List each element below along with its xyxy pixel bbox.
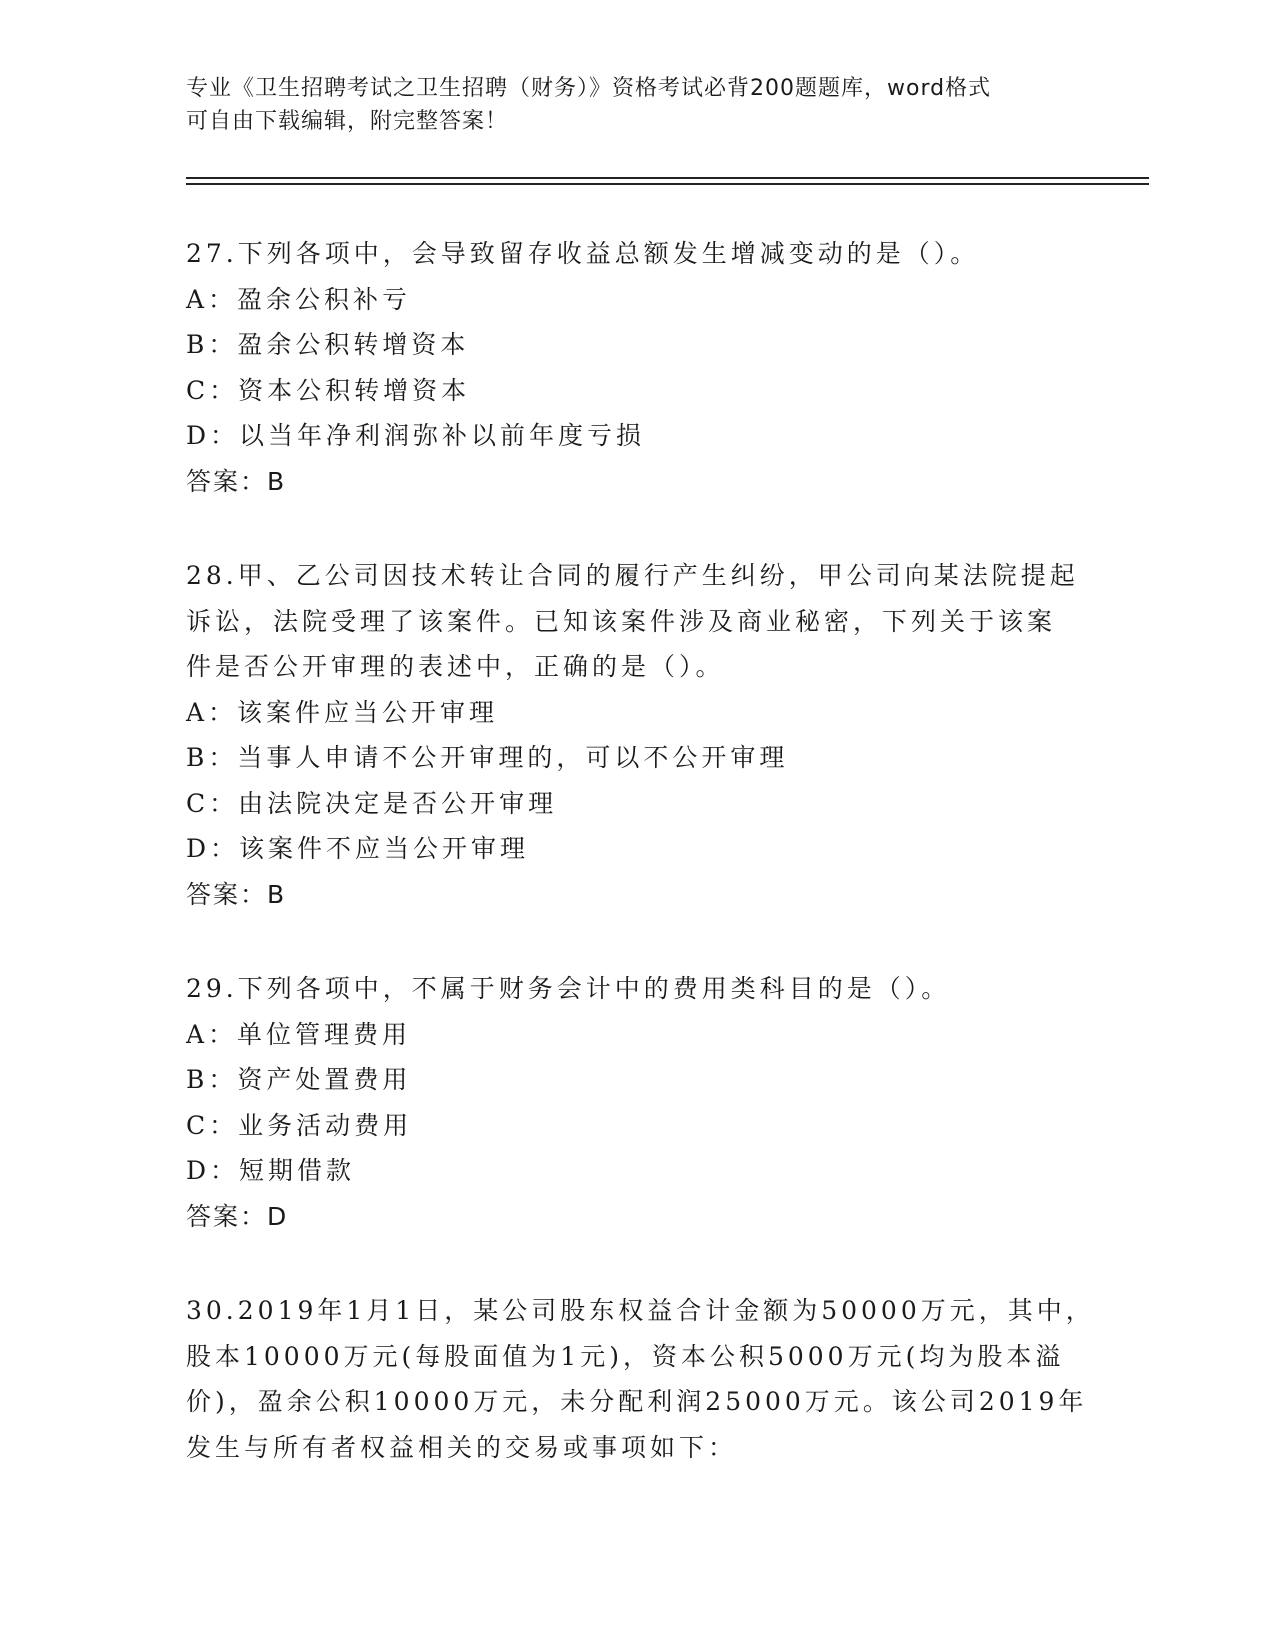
option-a: A：盈余公积补亏 — [186, 284, 412, 314]
header-line-1: 专业《卫生招聘考试之卫生招聘（财务）》资格考试必背200题题库，word格式 — [186, 76, 992, 101]
question-list — [186, 231, 1095, 1519]
option-d: D：短期借款 — [186, 1156, 356, 1185]
question-30 — [186, 1288, 1095, 1470]
option-c: C：由法院决定是否公开审理 — [186, 788, 558, 818]
header-divider-top — [186, 177, 1149, 179]
option-d: D：该案件不应当公开审理 — [186, 834, 530, 863]
header-divider-bottom — [186, 183, 1149, 185]
question-stem: 价)，盈余公积10000万元，未分配利润25000万元。该公司2019年 — [186, 1387, 1088, 1416]
question-stem: 件是否公开审理的表述中，正确的是（）。 — [186, 652, 725, 681]
answer-line: 答案：B — [186, 466, 287, 496]
option-b: B：资产处置费用 — [186, 1065, 412, 1094]
option-d: D：以当年净利润弥补以前年度亏损 — [186, 421, 646, 450]
question-stem: 28.甲、乙公司因技术转让合同的履行产生纠纷，甲公司向某法院提起 — [186, 561, 1079, 590]
document-header — [186, 72, 1086, 138]
question-stem: 29.下列各项中，不属于财务会计中的费用类科目的是（）。 — [186, 974, 951, 1003]
option-b: B：当事人申请不公开审理的，可以不公开审理 — [186, 743, 789, 772]
question-stem: 30.2019年1月1日，某公司股东权益合计金额为50000万元，其中， — [186, 1296, 1095, 1325]
answer-line: 答案：B — [186, 879, 287, 909]
header-line-2: 可自由下载编辑，附完整答案！ — [186, 109, 509, 134]
option-c: C：业务活动费用 — [186, 1110, 413, 1140]
question-stem: 诉讼，法院受理了该案件。已知该案件涉及商业秘密，下列关于该案 — [186, 606, 1057, 636]
answer-line: 答案：D — [186, 1201, 289, 1231]
option-c: C：资本公积转增资本 — [186, 375, 471, 405]
question-stem: 发生与所有者权益相关的交易或事项如下： — [186, 1432, 738, 1462]
question-stem: 27.下列各项中，会导致留存收益总额发生增减变动的是（）。 — [186, 239, 980, 268]
option-a: A：单位管理费用 — [186, 1019, 412, 1049]
question-27 — [186, 231, 1086, 504]
option-b: B：盈余公积转增资本 — [186, 330, 470, 359]
question-stem: 股本10000万元(每股面值为1元)，资本公积5000万元(均为股本溢 — [186, 1341, 1065, 1371]
question-28 — [186, 553, 1086, 917]
question-29 — [186, 966, 1086, 1239]
option-a: A：该案件应当公开审理 — [186, 697, 499, 727]
